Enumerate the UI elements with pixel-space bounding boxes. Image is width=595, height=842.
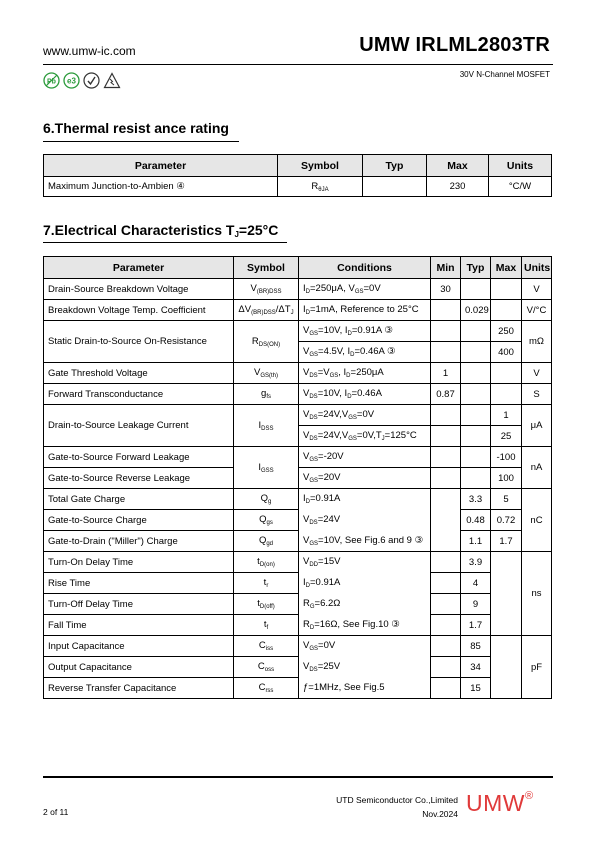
table-row bbox=[44, 510, 552, 531]
parameter-cell: Forward Transconductance bbox=[44, 384, 234, 405]
parameter-cell: Breakdown Voltage Temp. Coefficient bbox=[44, 300, 234, 321]
conditions-cell: $V_{DS}=24V$ bbox=[299, 510, 431, 531]
units-cell: pF bbox=[522, 636, 552, 699]
symbol-cell: $C_{rss}$ bbox=[234, 678, 299, 699]
table-row bbox=[44, 636, 552, 657]
typ-cell: 34 bbox=[461, 657, 491, 678]
conditions-cell: $V_{DS}=V_{GS}$, $I_D=250\mu A$ bbox=[299, 363, 431, 384]
website-url: www.umw-ic.com bbox=[43, 44, 136, 58]
table-row bbox=[44, 177, 552, 197]
table-row bbox=[44, 363, 552, 384]
typ-cell bbox=[461, 384, 491, 405]
units-cell: μA bbox=[522, 405, 552, 447]
max-cell: -100 bbox=[491, 447, 522, 468]
typ-cell: 85 bbox=[461, 636, 491, 657]
max-cell bbox=[491, 300, 522, 321]
symbol-cell: $g_{fs}$ bbox=[234, 384, 299, 405]
table-header-row bbox=[44, 155, 552, 177]
header-cell: Symbol bbox=[234, 257, 299, 279]
conditions-cell: $V_{GS}=10V$, See Fig.6 and 9 ③ bbox=[299, 531, 431, 552]
max-cell: 5 bbox=[491, 489, 522, 510]
min-cell bbox=[431, 615, 461, 636]
typ-cell bbox=[461, 321, 491, 342]
min-cell bbox=[431, 489, 461, 552]
min-cell: 0.87 bbox=[431, 384, 461, 405]
footer-divider bbox=[43, 776, 553, 778]
section-7-title: 7.Electrical Characteristics $T_J=25^\circ C$ bbox=[43, 222, 279, 239]
header-divider bbox=[43, 64, 553, 65]
units-cell: °C/W bbox=[489, 177, 552, 197]
symbol-cell: $Q_{gs}$ bbox=[234, 510, 299, 531]
company-name: UTD Semiconductor Co.,Limited bbox=[336, 795, 458, 805]
typ-cell bbox=[461, 342, 491, 363]
conditions-cell: $I_D=250\mu A$, $V_{GS}=0V$ bbox=[299, 279, 431, 300]
table-header-row bbox=[44, 257, 552, 279]
thermal-table bbox=[43, 154, 552, 197]
header-cell: Typ bbox=[461, 257, 491, 279]
units-cell: V/°C bbox=[522, 300, 552, 321]
symbol-cell: $Q_{gd}$ bbox=[234, 531, 299, 552]
max-cell bbox=[491, 552, 522, 636]
table-row bbox=[44, 594, 552, 615]
table-row bbox=[44, 489, 552, 510]
svg-text:e3: e3 bbox=[67, 76, 76, 86]
table-row bbox=[44, 300, 552, 321]
min-cell bbox=[431, 342, 461, 363]
pb-free-icon bbox=[43, 72, 60, 89]
min-cell bbox=[431, 405, 461, 426]
conditions-cell: $I_D=0.91A$ bbox=[299, 489, 431, 510]
parameter-cell: Rise Time bbox=[44, 573, 234, 594]
min-cell: 30 bbox=[431, 279, 461, 300]
units-cell: V bbox=[522, 279, 552, 300]
section-7-underline bbox=[43, 242, 287, 243]
header-cell: Symbol bbox=[278, 155, 363, 177]
units-cell: mΩ bbox=[522, 321, 552, 363]
min-cell bbox=[431, 636, 461, 657]
typ-cell bbox=[461, 405, 491, 426]
conditions-cell: $V_{GS}=-20V$ bbox=[299, 447, 431, 468]
symbol-cell: $V_{(BR)DSS}$ bbox=[234, 279, 299, 300]
typ-cell bbox=[461, 426, 491, 447]
table-row bbox=[44, 678, 552, 699]
electrical-table bbox=[43, 256, 552, 699]
conditions-cell: $V_{GS}=20V$ bbox=[299, 468, 431, 489]
typ-cell bbox=[461, 363, 491, 384]
symbol-cell: $I_{DSS}$ bbox=[234, 405, 299, 447]
table-row bbox=[44, 447, 552, 468]
conditions-cell: $V_{GS}=0V$ bbox=[299, 636, 431, 657]
conditions-cell: $R_D=16\Omega$, See Fig.10 ③ bbox=[299, 615, 431, 636]
table-row bbox=[44, 552, 552, 573]
max-cell bbox=[491, 363, 522, 384]
parameter-cell: Gate-to-Source Charge bbox=[44, 510, 234, 531]
header-cell: Max bbox=[427, 155, 489, 177]
table-row bbox=[44, 657, 552, 678]
header-cell: Typ bbox=[363, 155, 427, 177]
symbol-cell: $t_{D(off)}$ bbox=[234, 594, 299, 615]
typ-cell: 3.9 bbox=[461, 552, 491, 573]
min-cell bbox=[431, 468, 461, 489]
typ-cell bbox=[461, 447, 491, 468]
min-cell bbox=[431, 300, 461, 321]
page-number: 2 of 11 bbox=[43, 807, 69, 817]
min-cell bbox=[431, 426, 461, 447]
document-subtitle: 30V N-Channel MOSFET bbox=[459, 70, 550, 79]
parameter-cell: Turn-On Delay Time bbox=[44, 552, 234, 573]
conditions-cell: $I_D=1mA$, Reference to 25°C bbox=[299, 300, 431, 321]
parameter-cell: Static Drain-to-Source On-Resistance bbox=[44, 321, 234, 363]
compliance-icons bbox=[43, 72, 121, 89]
parameter-cell: Drain-to-Source Leakage Current bbox=[44, 405, 234, 447]
typ-cell: 4 bbox=[461, 573, 491, 594]
conditions-cell: $V_{DD}=15V$ bbox=[299, 552, 431, 573]
min-cell bbox=[431, 594, 461, 615]
max-cell: 250 bbox=[491, 321, 522, 342]
max-cell: 25 bbox=[491, 426, 522, 447]
header-cell: Parameter bbox=[44, 155, 278, 177]
esd-icon bbox=[103, 72, 121, 89]
units-cell: ns bbox=[522, 552, 552, 636]
min-cell bbox=[431, 552, 461, 573]
conditions-cell: $R_G=6.2\Omega$ bbox=[299, 594, 431, 615]
publication-date: Nov.2024 bbox=[422, 809, 458, 819]
rohs-icon bbox=[83, 72, 100, 89]
parameter-cell: Input Capacitance bbox=[44, 636, 234, 657]
conditions-cell: $V_{GS}=10V$, $I_D=0.91A$ ③ bbox=[299, 321, 431, 342]
conditions-cell: $V_{DS}=10V$, $I_D=0.46A$ bbox=[299, 384, 431, 405]
svg-text:Pb: Pb bbox=[47, 78, 56, 86]
symbol-cell: $I_{GSS}$ bbox=[234, 447, 299, 489]
table-row bbox=[44, 573, 552, 594]
parameter-cell: Gate Threshold Voltage bbox=[44, 363, 234, 384]
typ-cell bbox=[461, 468, 491, 489]
table-row bbox=[44, 405, 552, 426]
units-cell: S bbox=[522, 384, 552, 405]
conditions-cell: ƒ=1MHz, See Fig.5 bbox=[299, 678, 431, 699]
parameter-cell: Reverse Transfer Capacitance bbox=[44, 678, 234, 699]
min-cell bbox=[431, 321, 461, 342]
max-cell: 400 bbox=[491, 342, 522, 363]
header-cell: Units bbox=[489, 155, 552, 177]
max-cell bbox=[491, 384, 522, 405]
units-cell: nA bbox=[522, 447, 552, 489]
max-cell: 230 bbox=[427, 177, 489, 197]
header-cell: Units bbox=[522, 257, 552, 279]
conditions-cell: $V_{DS}=24V,V_{GS}=0V,T_J=125^\circ C$ bbox=[299, 426, 431, 447]
typ-cell: 0.029 bbox=[461, 300, 491, 321]
conditions-cell: $V_{DS}=24V,V_{GS}=0V$ bbox=[299, 405, 431, 426]
typ-cell bbox=[363, 177, 427, 197]
symbol-cell: $t_{D(on)}$ bbox=[234, 552, 299, 573]
parameter-cell: Fall Time bbox=[44, 615, 234, 636]
e3-icon bbox=[63, 72, 80, 89]
min-cell: 1 bbox=[431, 363, 461, 384]
min-cell bbox=[431, 657, 461, 678]
parameter-cell: Gate-to-Source Reverse Leakage bbox=[44, 468, 234, 489]
max-cell bbox=[491, 279, 522, 300]
umw-logo: UMW® bbox=[466, 790, 534, 816]
document-title: UMW IRLML2803TR bbox=[359, 34, 550, 56]
min-cell bbox=[431, 573, 461, 594]
min-cell bbox=[431, 678, 461, 699]
table-row bbox=[44, 531, 552, 552]
table-row bbox=[44, 384, 552, 405]
units-cell: nC bbox=[522, 489, 552, 552]
units-cell: V bbox=[522, 363, 552, 384]
typ-cell: 9 bbox=[461, 594, 491, 615]
header-cell: Max bbox=[491, 257, 522, 279]
typ-cell: 3.3 bbox=[461, 489, 491, 510]
min-cell bbox=[431, 447, 461, 468]
symbol-cell: $t_r$ bbox=[234, 573, 299, 594]
table-row bbox=[44, 279, 552, 300]
typ-cell: 1.7 bbox=[461, 615, 491, 636]
parameter-cell: Gate-to-Source Forward Leakage bbox=[44, 447, 234, 468]
company-info bbox=[336, 793, 458, 821]
parameter-cell: Maximum Junction-to-Ambien ④ bbox=[44, 177, 278, 197]
symbol-cell: $R_{\theta JA}$ bbox=[278, 177, 363, 197]
parameter-cell: Drain-Source Breakdown Voltage bbox=[44, 279, 234, 300]
table-row bbox=[44, 321, 552, 342]
registered-mark: ® bbox=[524, 790, 534, 802]
header-cell: Conditions bbox=[299, 257, 431, 279]
symbol-cell: $t_f$ bbox=[234, 615, 299, 636]
conditions-cell: $V_{GS}=4.5V$, $I_D=0.46A$ ③ bbox=[299, 342, 431, 363]
section-6-underline bbox=[43, 141, 239, 142]
typ-cell: 1.1 bbox=[461, 531, 491, 552]
table-row bbox=[44, 615, 552, 636]
parameter-cell: Output Capacitance bbox=[44, 657, 234, 678]
symbol-cell: $C_{oss}$ bbox=[234, 657, 299, 678]
max-cell: 100 bbox=[491, 468, 522, 489]
parameter-cell: Gate-to-Drain ("Miller") Charge bbox=[44, 531, 234, 552]
symbol-cell: $Q_g$ bbox=[234, 489, 299, 510]
symbol-cell: $C_{iss}$ bbox=[234, 636, 299, 657]
typ-cell bbox=[461, 279, 491, 300]
typ-cell: 15 bbox=[461, 678, 491, 699]
symbol-cell: $V_{GS(th)}$ bbox=[234, 363, 299, 384]
max-cell: 0.72 bbox=[491, 510, 522, 531]
max-cell: 1.7 bbox=[491, 531, 522, 552]
parameter-cell: Total Gate Charge bbox=[44, 489, 234, 510]
conditions-cell: $V_{DS}=25V$ bbox=[299, 657, 431, 678]
max-cell: 1 bbox=[491, 405, 522, 426]
symbol-cell: $R_{DS(ON)}$ bbox=[234, 321, 299, 363]
header-cell: Min bbox=[431, 257, 461, 279]
max-cell bbox=[491, 636, 522, 699]
conditions-cell: $I_D=0.91A$ bbox=[299, 573, 431, 594]
typ-cell: 0.48 bbox=[461, 510, 491, 531]
header-cell: Parameter bbox=[44, 257, 234, 279]
symbol-cell: $\Delta V_{(BR)DSS}/\Delta T_J$ bbox=[234, 300, 299, 321]
section-6-title: 6.Thermal resist ance rating bbox=[43, 120, 229, 136]
parameter-cell: Turn-Off Delay Time bbox=[44, 594, 234, 615]
